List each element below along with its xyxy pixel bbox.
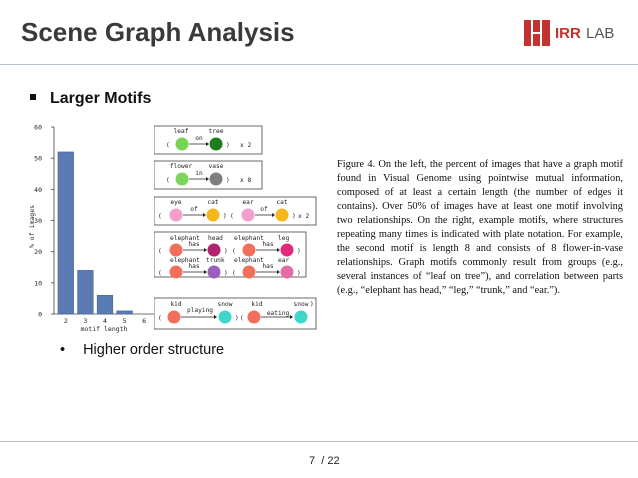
node-kid — [168, 311, 181, 324]
multiplier-x8: x 8 — [240, 177, 252, 184]
node-label-kid: kid — [170, 301, 182, 308]
figure-caption: Figure 4. On the left, the percent of images that have a graph motif found in Visual Genome using pointwise mutual information, composed of at least a certain length (the number of edges it contains). Over 50% of images have at least one motif involving two relationships. On the right, example motifs, where structures repeating many times is indicated with plate notation. For example, the second motif is length 8 and consists of 8 flower-in-vase relationships. Graph motifs commonly result from groups (e.g., several instances of “leaf on tree”), and correlation between parts (e.g., “elephant has head,” “leg,” “trunk,” and “ear.”). — [337, 159, 623, 296]
node-head — [208, 244, 221, 257]
node-label-leg: leg — [278, 235, 290, 242]
irrlab-logo — [524, 20, 624, 46]
node-label-cat: cat — [276, 199, 288, 206]
node-label-trunk: trunk — [206, 257, 225, 264]
node-ear — [281, 266, 294, 279]
arrow-head-icon — [277, 248, 280, 252]
x-tick-label: 4 — [103, 317, 107, 325]
node-tree — [210, 138, 223, 151]
y-tick-label: 60 — [34, 123, 42, 132]
arrow-head-icon — [214, 315, 217, 319]
node-label-vase: vase — [208, 163, 224, 170]
slide-title: Scene Graph Analysis — [21, 17, 295, 47]
header-divider — [0, 64, 638, 65]
node-leg — [281, 244, 294, 257]
arrow-head-icon — [206, 142, 209, 146]
paren: ( — [158, 315, 162, 322]
node-label-elephant: elephant — [170, 235, 200, 242]
y-tick-label: 0 — [38, 310, 42, 319]
y-axis-label: % of images — [28, 204, 36, 249]
y-tick-label: 20 — [34, 248, 42, 257]
x-tick-label: 5 — [122, 317, 127, 325]
edge-label-playing: playing — [186, 307, 214, 314]
edge-label-on: on — [195, 135, 203, 142]
motif-length-chart — [28, 120, 158, 335]
edge-label-eating: eating — [266, 310, 290, 317]
page-current: 7 — [309, 455, 316, 467]
node-label-ear: ear — [278, 257, 290, 264]
x-axis-label: motif length — [80, 325, 128, 333]
edge-label-has: has — [188, 241, 200, 248]
paren: ) — [223, 213, 227, 220]
node-leaf — [176, 138, 189, 151]
node-elephant — [243, 266, 256, 279]
multiplier-x2: x 2 — [298, 213, 310, 220]
bar-3 — [78, 270, 94, 314]
node-label-head: head — [208, 235, 223, 242]
edge-label-has: has — [262, 263, 274, 270]
paren: ( — [158, 213, 162, 220]
x-tick-label: 3 — [83, 317, 88, 325]
paren: ( — [158, 270, 162, 277]
node-label-cat: cat — [207, 199, 219, 206]
arrow-head-icon — [290, 315, 293, 319]
y-tick-label: 50 — [34, 154, 42, 163]
arrow-head-icon — [204, 270, 207, 274]
edge-label-of: of — [190, 206, 198, 213]
node-label-leaf: leaf — [173, 128, 189, 135]
bar-4 — [97, 295, 113, 314]
logo-text-irr: IRR — [555, 25, 581, 42]
paren: ( — [166, 177, 170, 184]
bar-chart-svg — [28, 120, 158, 335]
paren: ) — [235, 315, 239, 322]
y-tick-label: 40 — [34, 185, 42, 194]
edge-label-has: has — [188, 263, 200, 270]
paren: ( — [232, 270, 236, 277]
paren: ) — [226, 142, 230, 149]
arrow-head-icon — [277, 270, 280, 274]
node-label-ear: ear — [242, 199, 254, 206]
arrow-head-icon — [206, 177, 209, 181]
y-tick-label: 10 — [34, 279, 42, 288]
paren: ( — [166, 142, 170, 149]
edge-label-of: of — [260, 206, 268, 213]
round-bullet-icon: • — [60, 342, 66, 358]
node-label-snow: snow — [293, 301, 309, 308]
node-label-kid: kid — [251, 301, 263, 308]
node-label-flower: flower — [169, 163, 193, 170]
bar-2 — [58, 152, 74, 314]
node-flower — [176, 173, 189, 186]
node-trunk — [208, 266, 221, 279]
node-vase — [210, 173, 223, 186]
paren: ) — [297, 270, 301, 277]
paren: ) — [226, 177, 230, 184]
multiplier-x2: x 2 — [240, 142, 252, 149]
node-elephant — [170, 244, 183, 257]
node-snow — [219, 311, 232, 324]
page-number — [309, 455, 340, 467]
node-cat — [276, 209, 289, 222]
node-ear — [242, 209, 255, 222]
node-snow — [295, 311, 308, 324]
paren: ) — [310, 301, 314, 308]
paren: ) — [224, 270, 228, 277]
node-label-elephant: elephant — [234, 235, 264, 242]
arrow-head-icon — [272, 213, 275, 217]
bullet-larger-motifs — [30, 90, 151, 108]
arrow-head-icon — [203, 213, 206, 217]
paren: ( — [158, 248, 162, 255]
node-eye — [170, 209, 183, 222]
bar-5 — [117, 311, 133, 314]
logo-text-lab: LAB — [586, 25, 615, 42]
paren: ) — [224, 248, 228, 255]
sub-bullet-text: Higher order structure — [83, 342, 225, 358]
paren: ( — [232, 248, 236, 255]
node-elephant — [170, 266, 183, 279]
motif-diagrams — [154, 122, 320, 334]
paren: ) — [297, 248, 301, 255]
x-tick-label: 2 — [63, 317, 68, 325]
node-label-elephant: elephant — [170, 257, 200, 264]
node-kid — [248, 311, 261, 324]
node-label-tree: tree — [208, 128, 224, 135]
node-label-elephant: elephant — [234, 257, 264, 264]
paren: ( — [230, 213, 234, 220]
y-tick-label: 30 — [34, 217, 42, 225]
node-label-snow: snow — [217, 301, 233, 308]
bullet-text: Larger Motifs — [50, 90, 152, 107]
logo-mark-icon — [524, 20, 550, 46]
edge-label-in: in — [195, 170, 203, 177]
node-cat — [207, 209, 220, 222]
x-tick-label: 6 — [142, 317, 147, 325]
footer-divider — [0, 441, 638, 442]
node-label-eye: eye — [170, 199, 182, 206]
square-bullet-icon — [30, 94, 36, 100]
arrow-head-icon — [204, 248, 207, 252]
bullet-higher-order — [60, 342, 224, 358]
page-total: / 22 — [321, 455, 340, 467]
node-elephant — [243, 244, 256, 257]
paren: ) — [292, 213, 296, 220]
motif-diagram-svg — [154, 122, 320, 334]
edge-label-has: has — [262, 241, 274, 248]
paren: ( — [240, 315, 244, 322]
